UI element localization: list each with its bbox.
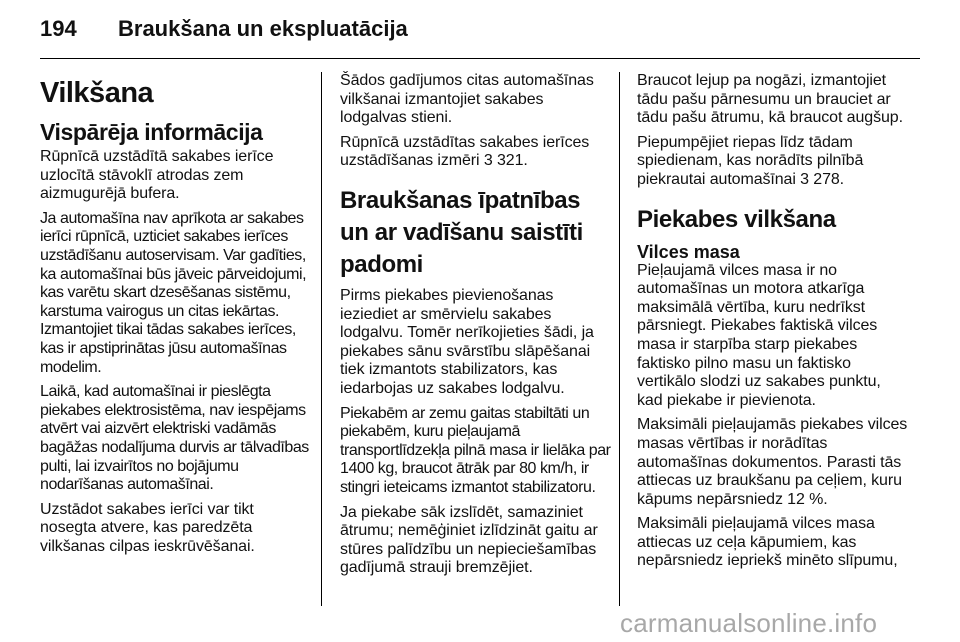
paragraph: Piekabēm ar zemu gaitas stabiltāti un piekabēm, kuru pieļaujamā transportlīdzekļa pilnā masa ir lielāka par 1400 kg, braucot ātrāk par 80 km/h, ir stingri ieteicams izmantot stabilizatoru. <box>340 404 611 496</box>
header-divider <box>40 58 920 59</box>
column-divider-2 <box>619 72 620 606</box>
subsection-title: Braukšanas īpatnības un ar vadīšanu saistīti padomi <box>340 186 583 278</box>
watermark-text: carmanualsonline.info <box>620 608 878 638</box>
subsection-title: Vispārēja informācija <box>40 119 263 145</box>
paragraph: Maksimāli pieļaujamā vilces masa attiecas uz ceļa kāpumiem, kas nepārsniedz iepriekš minēto slīpumu, <box>637 515 898 570</box>
paragraph: Uzstādot sakabes ierīci var tikt nosegta atvere, kas paredzēta vilkšanas cilpas ieskrūvēšanai. <box>40 500 255 555</box>
paragraph: Braucot lejup pa nogāzi, izmantojiet tādu pašu pārnesumu un brauciet ar tādu pašu ātrumu, kā braucot augšup. <box>637 72 903 127</box>
paragraph: Ja automašīna nav aprīkota ar sakabes ierīci rūpnīcā, uzticiet sakabes ierīces uzstādīšanu autoservisam. Var gadīties, ka automašīnai būs jāveic pārveidojumi, kas varētu skart dzesēšanas sistēmu, karstuma vairogus un citas iekārtas. Izmantojiet tikai tādas sakabes ierīces, kas ir apstiprinātas jūsu automašīnas modelim. <box>40 209 307 376</box>
paragraph-with-page-reference: Piepumpējiet riepas līdz tādam spiedienam, kas norādīts pilnībā piekrautai automašīnai 3 278. <box>637 133 864 188</box>
paragraph-with-page-reference: Rūpnīcā uzstādītas sakabes ierīces uzstādīšanas izmēri 3 321. <box>340 133 590 170</box>
paragraph: Ja piekabe sāk izslīdēt, samaziniet ātrumu; nemēģiniet izlīdzināt gaitu ar stūres palīdzību un nepieciešamības gadījumā strauji bremzējiet. <box>340 503 598 577</box>
paragraph: Laikā, kad automašīnai ir pieslēgta piekabes elektrosistēma, nav iespējams atvērt vai aizvērt elektriski vadāmās bagāžas nodalījuma durvis ar tālvadības pulti, lai izvairītos no bojājumu nodarīšanas automašīnai. <box>40 383 309 494</box>
paragraph: Maksimāli pieļaujamās piekabes vilces masas vērtības ir norādītas automašīnas dokumentos. Parasti tās attiecas uz braukšanu pa ceļiem, kuru kāpums nepārsniedz 12 %. <box>637 416 908 508</box>
section-title: Vilkšana <box>40 77 154 109</box>
column-divider-1 <box>321 72 322 606</box>
paragraph: Rūpnīcā uzstādītā sakabes ierīce uzlocītā stāvoklī atrodas zem aizmugurējā bufera. <box>40 148 274 203</box>
minor-heading: Vilces masa <box>637 241 740 262</box>
column-3 <box>637 72 909 577</box>
paragraph: Šādos gadījumos citas automašīnas vilkšanai izmantojiet sakabes lodgalvas stieni. <box>340 72 594 127</box>
column-1 <box>40 72 312 562</box>
page-number: 194 <box>40 16 77 41</box>
running-title: Braukšana un ekspluatācija <box>118 16 408 41</box>
subsection-title: Piekabes vilkšana <box>637 205 836 233</box>
paragraph: Pirms piekabes pievienošanas ieziediet ar smērvielu sakabes lodgalvu. Tomēr nerīkojieties šādi, ja piekabes sānu svārstību slāpēšanai tiek izmantots stabilizators, kas iedarbojas uz sakabes lodgalvu. <box>340 286 594 397</box>
paragraph: Pieļaujamā vilces masa ir no automašīnas un motora atkarīga maksimālā vērtība, kuru nedrīkst pārsniegt. Piekabes faktiskā vilces masa ir starpība starp piekabes faktisko pilno masu un faktisko vertikālo slodzi uz sakabes punktu, kad piekabe ir pievienota. <box>637 261 881 409</box>
column-2 <box>340 72 612 584</box>
page-header <box>40 14 920 44</box>
